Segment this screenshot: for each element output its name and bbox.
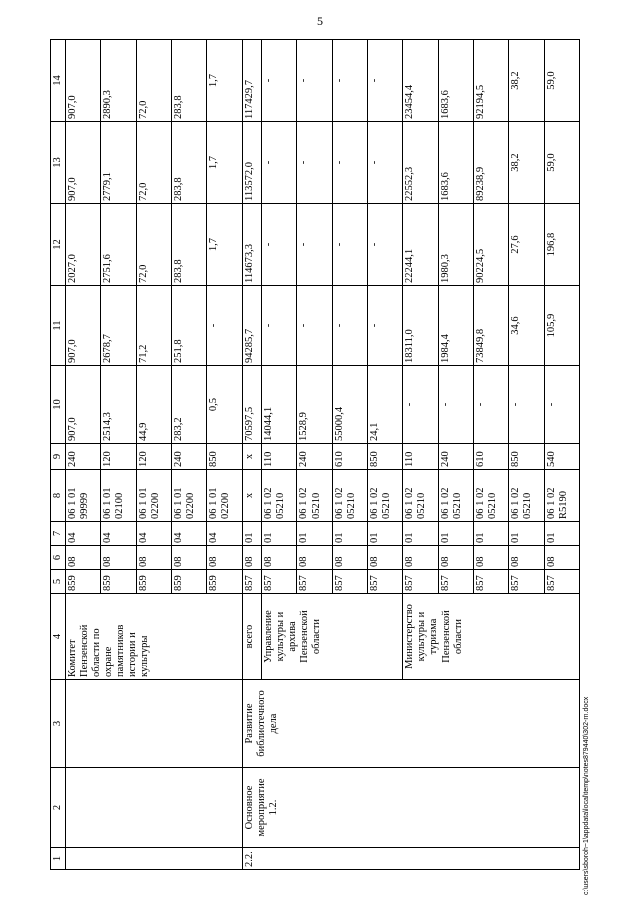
cell-rz: 08 xyxy=(509,546,544,570)
cell-value: 72,0 xyxy=(136,122,171,204)
cell-value: 2514,3 xyxy=(101,366,136,444)
cell-pr: 04 xyxy=(171,522,206,546)
cell-rz: 08 xyxy=(403,546,438,570)
cell-csr: 06 1 01 02100 xyxy=(101,470,136,522)
cell-csr: 06 1 02 R5190 xyxy=(544,470,579,522)
cell-value: 1,7 xyxy=(207,122,242,204)
column-number: 1 xyxy=(51,848,66,870)
column-number: 8 xyxy=(51,470,66,522)
cell-value: 283,8 xyxy=(171,40,206,122)
column-number: 13 xyxy=(51,122,66,204)
cell-value: 283,8 xyxy=(171,204,206,286)
cell-value: - xyxy=(368,204,403,286)
cell-value: - xyxy=(262,286,297,366)
cell-pr: 01 xyxy=(262,522,297,546)
cell-value: 1683,6 xyxy=(438,122,473,204)
cell-value: 113572,0 xyxy=(242,122,262,204)
cell-value: - xyxy=(368,40,403,122)
cell-rz: 08 xyxy=(136,546,171,570)
cell-vr: 850 xyxy=(207,444,242,470)
cell-rz: 08 xyxy=(438,546,473,570)
cell-value: 38,2 xyxy=(509,40,544,122)
file-path-footer: c:\users\sboroh~1\appdata\local\temp\notes879440\302-rn.docx xyxy=(583,696,590,895)
column-number: 9 xyxy=(51,444,66,470)
cell-executor: Комитет Пензенской области по охране памятников истории и культуры xyxy=(66,594,242,680)
cell-pr: 01 xyxy=(438,522,473,546)
column-number: 6 xyxy=(51,546,66,570)
column-number: 14 xyxy=(51,40,66,122)
cell-value: 0,5 xyxy=(207,366,242,444)
cell-value: - xyxy=(332,204,367,286)
rotated-table-container xyxy=(50,40,580,870)
column-number: 5 xyxy=(51,570,66,594)
cell-value: 907,0 xyxy=(66,122,101,204)
cell-value: 907,0 xyxy=(66,40,101,122)
column-number: 11 xyxy=(51,286,66,366)
cell-rz: 08 xyxy=(544,546,579,570)
cell-csr: 06 1 02 05210 xyxy=(403,470,438,522)
cell-value: 1984,4 xyxy=(438,286,473,366)
rotated-table-wrapper xyxy=(50,40,580,870)
cell-value: - xyxy=(297,204,332,286)
cell-value: 251,8 xyxy=(171,286,206,366)
cell-value: 2678,7 xyxy=(101,286,136,366)
column-number-row xyxy=(51,40,66,870)
cell-value: 92194,5 xyxy=(473,40,508,122)
cell-vr: 110 xyxy=(262,444,297,470)
cell-csr: 06 1 02 05210 xyxy=(438,470,473,522)
cell-pr: 01 xyxy=(242,522,262,546)
cell-grbs: 859 xyxy=(101,570,136,594)
cell-grbs: 857 xyxy=(368,570,403,594)
cell-value: 2751,6 xyxy=(101,204,136,286)
cell-value: 34,6 xyxy=(509,286,544,366)
cell-vr: 540 xyxy=(544,444,579,470)
table-row xyxy=(66,40,101,870)
cell-vr: 120 xyxy=(136,444,171,470)
cell-value: - xyxy=(262,204,297,286)
cell-number xyxy=(66,848,242,870)
cell-event: Основное мероприятие 1.2. xyxy=(242,768,579,848)
budget-table xyxy=(50,39,580,870)
cell-grbs: 857 xyxy=(262,570,297,594)
cell-grbs: 857 xyxy=(403,570,438,594)
cell-description: Развитие библиотечного дела xyxy=(242,680,579,768)
cell-pr: 01 xyxy=(332,522,367,546)
cell-value: 59,0 xyxy=(544,122,579,204)
cell-pr: 04 xyxy=(207,522,242,546)
cell-grbs: 857 xyxy=(297,570,332,594)
cell-value: - xyxy=(332,286,367,366)
cell-value: - xyxy=(262,122,297,204)
cell-csr: 06 1 02 05210 xyxy=(509,470,544,522)
cell-value: 1,7 xyxy=(207,40,242,122)
cell-value: 117429,7 xyxy=(242,40,262,122)
cell-pr: 04 xyxy=(101,522,136,546)
cell-pr: 01 xyxy=(544,522,579,546)
page-number: 5 xyxy=(317,14,323,28)
cell-vr: 120 xyxy=(101,444,136,470)
cell-value: 24,1 xyxy=(368,366,403,444)
cell-pr: 01 xyxy=(403,522,438,546)
cell-rz: 08 xyxy=(242,546,262,570)
cell-value: 44,9 xyxy=(136,366,171,444)
cell-vr: x xyxy=(242,444,262,470)
cell-value: - xyxy=(332,122,367,204)
column-number: 3 xyxy=(51,680,66,768)
cell-value: 114673,3 xyxy=(242,204,262,286)
cell-value: 105,9 xyxy=(544,286,579,366)
cell-pr: 04 xyxy=(66,522,101,546)
cell-value: - xyxy=(332,40,367,122)
cell-value: 2890,3 xyxy=(101,40,136,122)
cell-rz: 08 xyxy=(297,546,332,570)
cell-value: 1528,9 xyxy=(297,366,332,444)
cell-value: 2027,0 xyxy=(66,204,101,286)
column-number: 7 xyxy=(51,522,66,546)
cell-value: 283,2 xyxy=(171,366,206,444)
cell-vr: 240 xyxy=(66,444,101,470)
cell-rz: 08 xyxy=(332,546,367,570)
cell-pr: 04 xyxy=(136,522,171,546)
cell-vr: 610 xyxy=(332,444,367,470)
cell-executor: всего xyxy=(242,594,262,680)
cell-csr: 06 1 02 05210 xyxy=(262,470,297,522)
cell-value: 72,0 xyxy=(136,40,171,122)
cell-value: 59,0 xyxy=(544,40,579,122)
cell-rz: 08 xyxy=(101,546,136,570)
cell-vr: 240 xyxy=(171,444,206,470)
cell-value: - xyxy=(438,366,473,444)
cell-vr: 240 xyxy=(297,444,332,470)
cell-executor: Управление культуры и архива Пензенской области xyxy=(262,594,403,680)
cell-csr: 06 1 02 05210 xyxy=(473,470,508,522)
cell-value: 18311,0 xyxy=(403,286,438,366)
cell-value: 283,8 xyxy=(171,122,206,204)
cell-value: - xyxy=(544,366,579,444)
cell-csr: 06 1 01 02200 xyxy=(171,470,206,522)
cell-csr: 06 1 02 05210 xyxy=(332,470,367,522)
cell-grbs: 859 xyxy=(136,570,171,594)
cell-value: - xyxy=(207,286,242,366)
cell-value: - xyxy=(297,286,332,366)
cell-pr: 01 xyxy=(297,522,332,546)
cell-csr: 06 1 01 99999 xyxy=(66,470,101,522)
cell-value: 27,6 xyxy=(509,204,544,286)
cell-value: - xyxy=(509,366,544,444)
cell-value: - xyxy=(262,40,297,122)
cell-value: 907,0 xyxy=(66,366,101,444)
cell-executor: Министерство культуры и туризма Пензенской области xyxy=(403,594,580,680)
cell-rz: 08 xyxy=(66,546,101,570)
cell-vr: 240 xyxy=(438,444,473,470)
cell-vr: 850 xyxy=(509,444,544,470)
cell-value: - xyxy=(368,122,403,204)
cell-value: 1,7 xyxy=(207,204,242,286)
cell-value: 196,8 xyxy=(544,204,579,286)
column-number: 2 xyxy=(51,768,66,848)
cell-value: 55000,4 xyxy=(332,366,367,444)
cell-event xyxy=(66,768,242,848)
column-number: 4 xyxy=(51,594,66,680)
cell-grbs: 857 xyxy=(509,570,544,594)
cell-value: - xyxy=(473,366,508,444)
cell-grbs: 859 xyxy=(171,570,206,594)
cell-rz: 08 xyxy=(473,546,508,570)
cell-pr: 01 xyxy=(473,522,508,546)
cell-value: 22244,1 xyxy=(403,204,438,286)
cell-csr: 06 1 01 02200 xyxy=(136,470,171,522)
cell-description xyxy=(66,680,242,768)
cell-value: 72,0 xyxy=(136,204,171,286)
cell-rz: 08 xyxy=(262,546,297,570)
cell-value: 38,2 xyxy=(509,122,544,204)
cell-grbs: 859 xyxy=(207,570,242,594)
cell-rz: 08 xyxy=(171,546,206,570)
cell-value: 94285,7 xyxy=(242,286,262,366)
cell-number: 2.2. xyxy=(242,848,579,870)
column-number: 10 xyxy=(51,366,66,444)
cell-value: 14044,1 xyxy=(262,366,297,444)
cell-value: 90224,5 xyxy=(473,204,508,286)
cell-value: 907,0 xyxy=(66,286,101,366)
cell-value: 22552,3 xyxy=(403,122,438,204)
cell-grbs: 857 xyxy=(544,570,579,594)
cell-rz: 08 xyxy=(207,546,242,570)
cell-value: - xyxy=(297,40,332,122)
cell-rz: 08 xyxy=(368,546,403,570)
cell-grbs: 857 xyxy=(242,570,262,594)
cell-value: 89238,9 xyxy=(473,122,508,204)
cell-value: 70597,5 xyxy=(242,366,262,444)
cell-grbs: 857 xyxy=(332,570,367,594)
table-row xyxy=(242,40,262,870)
cell-value: 23454,4 xyxy=(403,40,438,122)
cell-value: 73849,8 xyxy=(473,286,508,366)
column-number: 12 xyxy=(51,204,66,286)
cell-csr: 06 1 01 02200 xyxy=(207,470,242,522)
cell-vr: 610 xyxy=(473,444,508,470)
cell-value: 1683,6 xyxy=(438,40,473,122)
cell-grbs: 857 xyxy=(438,570,473,594)
cell-grbs: 857 xyxy=(473,570,508,594)
cell-value: - xyxy=(403,366,438,444)
cell-value: 1980,3 xyxy=(438,204,473,286)
cell-csr: x xyxy=(242,470,262,522)
cell-vr: 850 xyxy=(368,444,403,470)
cell-pr: 01 xyxy=(509,522,544,546)
cell-csr: 06 1 02 05210 xyxy=(368,470,403,522)
cell-value: 71,2 xyxy=(136,286,171,366)
cell-value: - xyxy=(297,122,332,204)
cell-pr: 01 xyxy=(368,522,403,546)
cell-csr: 06 1 02 05210 xyxy=(297,470,332,522)
cell-value: 2779,1 xyxy=(101,122,136,204)
cell-grbs: 859 xyxy=(66,570,101,594)
cell-vr: 110 xyxy=(403,444,438,470)
cell-value: - xyxy=(368,286,403,366)
